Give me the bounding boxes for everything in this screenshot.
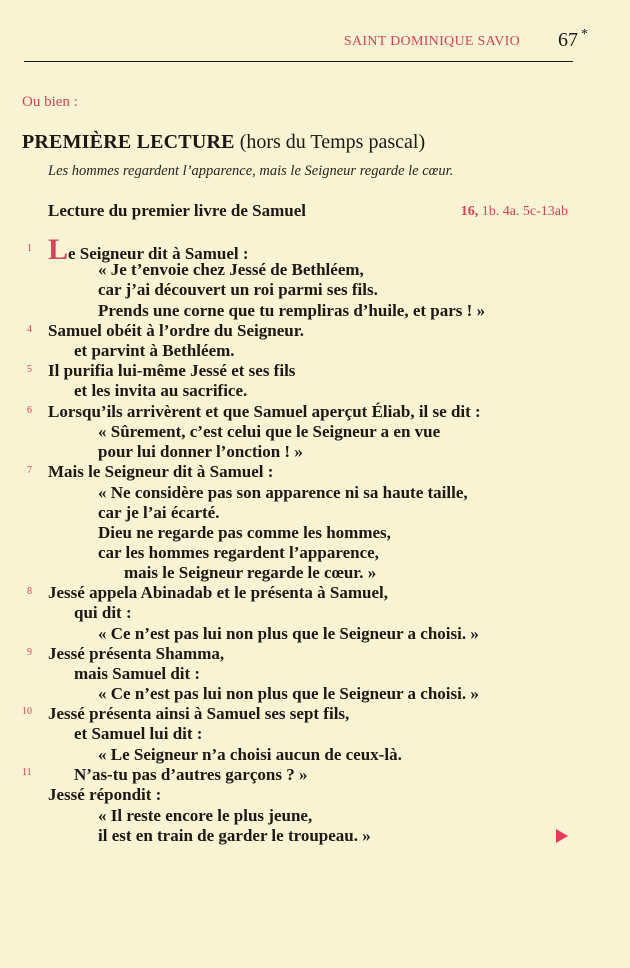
text-line: Lorsqu’ils arrivèrent et que Samuel aperçut Éliab, il se dit :: [48, 402, 481, 421]
text-line: mais le Seigneur regarde le cœur. »: [124, 563, 377, 582]
text-line: Jessé appela Abinadab et le présenta à Samuel,: [48, 583, 389, 602]
text-line: Prends une corne que tu rempliras d’huile, et pars ! »: [98, 301, 486, 320]
text-line: N’as-tu pas d’autres garçons ? »: [74, 765, 308, 784]
book-heading: Lecture du premier livre de Samuel: [48, 201, 306, 220]
page-number: 67: [558, 29, 578, 51]
alternative-label: Ou bien :: [22, 94, 78, 110]
text-line: « Ne considère pas son apparence ni sa haute taille,: [98, 483, 468, 502]
reference-chapter: 16,: [460, 204, 479, 219]
verse-number: 5: [27, 364, 32, 375]
reading-subtitle: Les hommes regardent l’apparence, mais le Seigneur regarde le cœur.: [48, 163, 454, 179]
page-header: [0, 0, 630, 62]
text-line: et Samuel lui dit :: [74, 724, 203, 743]
reading-title-main: PREMIÈRE LECTURE: [22, 131, 235, 153]
verse-number: 11: [22, 767, 32, 778]
text-line: mais Samuel dit :: [74, 664, 201, 683]
text-line: Jessé répondit :: [48, 785, 162, 804]
text-line: « Ce n’est pas lui non plus que le Seigneur a choisi. »: [98, 624, 479, 643]
text-line: Jessé présenta ainsi à Samuel ses sept fils,: [48, 704, 350, 723]
text-line: qui dit :: [74, 603, 132, 622]
text-line: « Sûrement, c’est celui que le Seigneur a en vue: [98, 422, 441, 441]
scripture-reference: [461, 204, 568, 220]
verse-number: 7: [27, 465, 32, 476]
text-line: il est en train de garder le troupeau. »: [98, 826, 371, 845]
text-line: « Le Seigneur n’a choisi aucun de ceux-là.: [98, 745, 402, 764]
verse-number: 6: [27, 405, 32, 416]
text-line: Mais le Seigneur dit à Samuel :: [48, 462, 274, 481]
text-line: « Il reste encore le plus jeune,: [98, 806, 313, 825]
page-mark: *: [581, 27, 588, 42]
text-line: car je l’ai écarté.: [98, 503, 220, 522]
reading-title-qualifier: (hors du Temps pascal): [239, 131, 426, 153]
text-line: Dieu ne regarde pas comme les hommes,: [98, 523, 391, 542]
header-rule: [24, 61, 573, 62]
text-line: « Ce n’est pas lui non plus que le Seigneur a choisi. »: [98, 684, 479, 703]
text-line: « Je t’envoie chez Jessé de Bethléem,: [98, 260, 364, 279]
text-line: et parvint à Bethléem.: [74, 341, 235, 360]
running-title: SAINT DOMINIQUE SAVIO: [343, 34, 520, 49]
play-triangle-icon: [556, 829, 568, 843]
reference-verses: 1b. 4a. 5c-13ab: [481, 204, 568, 219]
text-line-rest: e Seigneur dit à Samuel :: [68, 244, 249, 263]
text-line: pour lui donner l’onction ! »: [98, 442, 303, 461]
verse-number: 1: [27, 243, 32, 254]
verse-number: 10: [22, 706, 32, 717]
text-line: car les hommes regardent l’apparence,: [98, 543, 379, 562]
text-line: et les invita au sacrifice.: [74, 381, 248, 400]
text-line: car j’ai découvert un roi parmi ses fils.: [98, 280, 378, 299]
text-line: Il purifia lui-même Jessé et ses fils: [48, 361, 296, 380]
reading-title: [22, 131, 425, 154]
verse-number: 9: [27, 647, 32, 658]
drop-cap: L: [48, 233, 69, 266]
text-line: Samuel obéit à l’ordre du Seigneur.: [48, 321, 304, 340]
verse-number: 4: [27, 324, 32, 335]
verse-number: 8: [27, 586, 32, 597]
text-line: Jessé présenta Shamma,: [48, 644, 225, 663]
